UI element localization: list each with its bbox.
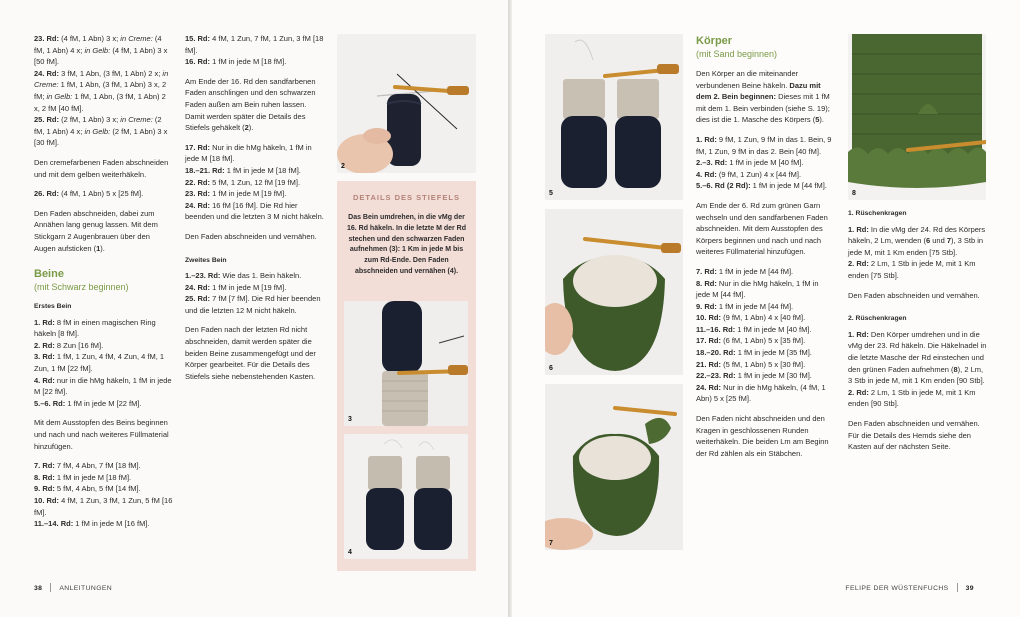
paragraph: Den Faden abschneiden und vernähen. <box>185 231 317 241</box>
photo-number: 8 <box>852 190 856 197</box>
page-number: 39 <box>965 585 974 592</box>
row-23: 23. Rd: (4 fM, 1 Abn) 3 x; in Creme: (4 fM, 1 Abn) 4 x; in Gelb: (4 fM, 1 Abn) 3 x [50 fM]. <box>34 34 168 67</box>
paragraph: Am Ende der 6. Rd zum grünen Garn wechseln und den sandfarbenen Faden abschneiden. Mit dem Ausstopfen des Körpers beginnen und nach und nach weiteres Füllmaterial hinzufügen. <box>696 200 828 257</box>
right-column-1 <box>696 33 834 459</box>
crochet-boot-detail-photo <box>344 301 468 426</box>
photo-7 <box>545 384 683 550</box>
footer-divider <box>50 583 51 592</box>
photo-number: 3 <box>348 416 352 423</box>
row: 18.–21. Rd: 1 fM in jede M [18 fM]. <box>185 165 301 175</box>
rows-collar-1 <box>848 224 988 282</box>
photo-number: 5 <box>549 190 553 197</box>
row: 2. Rd: 2 Lm, 1 Stb in jede M, mit 1 Km enden [75 Stb]. <box>848 259 976 280</box>
section-subtitle: (mit Sand beginnen) <box>696 49 778 59</box>
paragraph: Mit dem Ausstopfen des Beins beginnen und nach und nach weiteres Füllmaterial hinzufügen. <box>34 418 169 451</box>
paragraph: Den Körper an die miteinander verbundenen Beine häkeln. Dazu mit dem 2. Bein beginnen: Dieses mit 1 fM mit dem 1. Bein verbinden (siehe S. 19); dies ist die 1. Masche des Körpers (5). <box>696 69 830 125</box>
row: 24. Rd: 1 fM in jede M [19 fM]. <box>185 282 287 292</box>
rows-17-24 <box>185 142 325 223</box>
left-column-1 <box>34 33 173 530</box>
crochet-collar-start-photo <box>545 384 683 550</box>
left-column-2 <box>185 33 325 382</box>
footer-divider <box>957 583 958 592</box>
rows-23-25 <box>34 33 173 149</box>
row: 2.–3. Rd: 1 fM in jede M [40 fM]. <box>696 158 804 168</box>
row: 4. Rd: nur in die hMg häkeln, 1 fM in jede M [22 fM]. <box>34 375 172 397</box>
subheading-ruffle-collar-1: 1. Rüschenkragen <box>848 210 907 217</box>
crochet-ruffle-collar-photo <box>848 34 986 200</box>
footer-label: ANLEITUNGEN <box>59 585 113 592</box>
row: 17. Rd: Nur in die hMg häkeln, 1 fM in jede M [18 fM]. <box>185 142 312 164</box>
row: 24. Rd: Nur in die hMg häkeln, (4 fM, 1 Abn) 5 x [25 fM]. <box>696 382 826 404</box>
section-title-beine: Beine <box>34 268 64 281</box>
right-column-2 <box>848 208 988 453</box>
row: 10. Rd: (9 fM, 1 Abn) 4 x [40 fM]. <box>696 313 806 323</box>
page-number: 38 <box>34 585 43 592</box>
rows-15-16 <box>185 33 325 68</box>
row: 3. Rd: 1 fM, 1 Zun, 4 fM, 4 Zun, 4 fM, 1 Zun, 1 fM [22 fM]. <box>34 352 165 374</box>
rows-second-leg <box>185 270 325 316</box>
row-26: 26. Rd: (4 fM, 1 Abn) 5 x [25 fM]. <box>34 189 144 199</box>
crochet-body-green-photo <box>545 209 683 375</box>
crochet-two-legs-photo <box>344 434 468 559</box>
rows-7-14 <box>34 460 173 530</box>
photo-3 <box>344 301 468 426</box>
tip-title: DETAILS DES STIEFELS <box>353 193 460 202</box>
row: 11.–16. Rd: 1 fM in jede M [40 fM]. <box>696 324 812 334</box>
row: 9. Rd: 5 fM, 4 Abn, 5 fM [14 fM]. <box>34 484 141 494</box>
subheading-ruffle-collar-2: 2. Rüschenkragen <box>848 315 907 323</box>
row: 2. Rd: 2 Lm, 1 Stb in jede M, mit 1 Km enden [90 Stb]. <box>848 387 976 409</box>
section-subtitle: (mit Schwarz beginnen) <box>34 282 129 293</box>
footer-label: FELIPE DER WÜSTENFUCHS <box>845 585 949 592</box>
row: 23. Rd: 1 fM in jede M [19 fM]. <box>185 189 287 199</box>
left-page <box>0 0 508 617</box>
row: 25. Rd: 7 fM [7 fM]. Die Rd hier beenden und die letzten 12 M nicht häkeln. <box>185 294 321 315</box>
row: 8. Rd: Nur in die hMg häkeln, 1 fM in jede M [44 fM]. <box>696 278 819 300</box>
row: 22. Rd: 5 fM, 1 Zun, 12 fM [19 fM]. <box>185 177 301 187</box>
photo-6 <box>545 209 683 375</box>
row: 2. Rd: 8 Zun [16 fM]. <box>34 340 104 350</box>
row: 1. Rd: 8 fM in einen magischen Ring häkeln [8 fM]. <box>34 317 156 339</box>
photo-2 <box>337 34 476 173</box>
row: 4. Rd: (9 fM, 1 Zun) 4 x [44 fM]. <box>696 169 802 179</box>
section-title-koerper: Körper <box>696 35 733 47</box>
row-24: 24. Rd: 3 fM, 1 Abn, (3 fM, 1 Abn) 2 x; in Creme: 1 fM, 1 Abn, (3 fM, 1 Abn) 3 x, 2 fM; in Gelb: 1 fM, 1 Abn, (3 fM, 1 Abn) 2 x, 2 fM [40 fM]. <box>34 68 169 113</box>
crochet-legs-joined-photo <box>545 34 683 200</box>
rows-collar-2 <box>848 329 988 410</box>
right-page <box>512 0 1020 617</box>
row: 1. Rd: In die vMg der 24. Rd des Körpers häkeln, 2 Lm, wenden (6 und 7), 3 Stb in jede M, mit 1 Km enden [75 Stb]. <box>848 224 986 257</box>
row: 7. Rd: 7 fM, 4 Abn, 7 fM [18 fM]. <box>34 461 141 471</box>
row: 5.–6. Rd (2 Rd): 1 fM in jede M [44 fM]. <box>696 181 827 191</box>
row: 9. Rd: 1 fM in jede M [44 fM]. <box>696 301 794 311</box>
row: 10. Rd: 4 fM, 1 Zun, 3 fM, 1 Zun, 5 fM [16 fM]. <box>34 496 173 517</box>
footer-left <box>34 583 112 592</box>
row: 8. Rd: 1 fM in jede M [18 fM]. <box>34 472 132 482</box>
row: 11.–14. Rd: 1 fM in jede M [16 fM]. <box>34 519 150 529</box>
paragraph: Den Faden abschneiden und vernähen. Für die Details des Hemds siehe den Kasten auf der nächsten Seite. <box>848 418 980 452</box>
subheading-zweites-bein: Zweites Bein <box>185 256 227 264</box>
row: 24. Rd: 16 fM [16 fM]. Die Rd hier beenden und die letzten 3 M nicht häkeln. <box>185 200 324 222</box>
subheading-erstes-bein: Erstes Bein <box>34 303 72 311</box>
paragraph: Den Faden abschneiden, dabei zum Annähen lang genug lassen. Mit dem Stickgarn 2 Augenbrauen über den Augen aufsticken (1). <box>34 208 158 253</box>
tip-text: Das Bein umdrehen, in die vMg der 16. Rd häkeln. In die letzte M der Rd stechen und den schwarzen Faden aufnehmen (3): 1 Km in jede M bis zum Rd-Ende. Den Faden abschneiden und vernähen (4). <box>346 214 467 275</box>
crochet-leg-photo <box>337 34 476 173</box>
photo-number: 4 <box>348 549 352 556</box>
paragraph: Am Ende der 16. Rd den sandfarbenen Faden anschlingen und den schwarzen Faden außen am Bein ruhen lassen. Damit werden später die Details des Stiefels gehäkelt (2). <box>185 76 316 133</box>
row: 15. Rd: 4 fM, 1 Zun, 7 fM, 1 Zun, 3 fM [18 fM]. <box>185 34 324 55</box>
row: 7. Rd: 1 fM in jede M [44 fM]. <box>696 266 794 276</box>
photo-number: 6 <box>549 365 553 372</box>
row: 18.–20. Rd: 1 fM in jede M [35 fM]. <box>696 348 812 358</box>
photo-4 <box>344 434 468 559</box>
paragraph: Den Faden nach der letzten Rd nicht abschneiden, damit werden später die beiden Beine zusammengefügt und der Körper gearbeitet. Für die Details des Stiefels siehe nebenstehenden Kasten. <box>185 325 316 381</box>
row: 21. Rd: (5 fM, 1 Abn) 5 x [30 fM]. <box>696 359 806 369</box>
row: 16. Rd: 1 fM in jede M [18 fM]. <box>185 57 287 67</box>
paragraph: Den Faden abschneiden und vernähen. <box>848 290 980 300</box>
row: 5.–6. Rd: 1 fM in jede M [22 fM]. <box>34 398 142 408</box>
photo-number: 7 <box>549 540 553 547</box>
row: 1. Rd: 9 fM, 1 Zun, 9 fM in das 1. Bein, 9 fM, 1 Zun, 9 fM in das 2. Bein [40 fM]. <box>696 134 832 156</box>
row-25: 25. Rd: (2 fM, 1 Abn) 3 x; in Creme: (2 fM, 1 Abn) 4 x; in Gelb: (2 fM, 1 Abn) 3 x [30 fM]. <box>34 115 168 148</box>
rows-1-6 <box>696 134 834 192</box>
row: 22.–23. Rd: 1 fM in jede M [30 fM]. <box>696 371 812 381</box>
rows-7-24 <box>696 266 834 405</box>
row: 1.–23. Rd: Wie das 1. Bein häkeln. <box>185 271 302 281</box>
row: 17. Rd: (6 fM, 1 Abn) 5 x [35 fM]. <box>696 336 806 346</box>
paragraph: Den Faden nicht abschneiden und den Kragen in geschlossenen Runden weiterhäkeln. Die beiden Lm am Beginn der Rd zählen als ein Stäbchen. <box>696 414 829 458</box>
rows-1-6 <box>34 317 173 410</box>
photo-5 <box>545 34 683 200</box>
footer-right <box>845 583 974 592</box>
row: 1. Rd: Den Körper umdrehen und in die vMg der 23. Rd häkeln. Die Häkelnadel in die letzte Masche der Rd einstechen und den grünen Faden aufnehmen (8), 2 Lm, 3 Stb in jede M, mit 1 Km enden [90 Stb]. <box>848 329 987 386</box>
photo-8 <box>848 34 986 200</box>
photo-number: 2 <box>341 163 345 170</box>
paragraph: Den cremefarbenen Faden abschneiden und mit dem gelben weiterhäkeln. <box>34 157 169 179</box>
